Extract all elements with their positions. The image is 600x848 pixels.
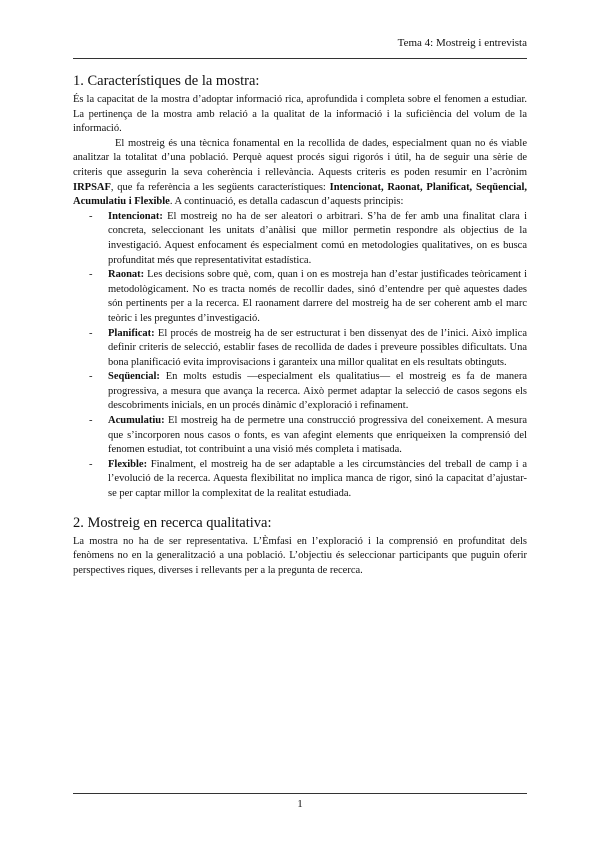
- paragraph-2-text-a: El mostreig és una tècnica fonamental en la recollida de dades, especialment quan no és viable analitzar la totalitat d’una població. Perquè aquest procés sigui rigorós i útil, ha de seguir una sèrie de criteris que assegurin la seva coherència i rellevància. Aquests criteris es poden resumir en l’acrònim: [73, 137, 527, 178]
- section-1-heading: 1. Característiques de la mostra:: [73, 73, 260, 89]
- criteria-term: Acumulatiu:: [108, 415, 165, 427]
- criteria-text: En molts estudis —especialment els qualitatius— el mostreig es fa de manera progressiva, a mesura que avança la recerca. Això permet adaptar la selecció de casos segons els descobriments inicials, en un procés dinàmic d’exploració i refinament.: [108, 371, 527, 412]
- criteria-item-planificat: - Planificat: El procés de mostreig ha de ser estructurat i ben dissenyat des de l’inici. Això implica definir criteris de selecció, establir fases de recollida de dades i preveure possibles dificultats. Una bona planificació evita improvisacions i garanteix una millor qualitat en els resultats obtinguts.: [89, 327, 527, 368]
- document-body: [73, 72, 527, 578]
- characteristics-list: Intencionat, Raonat, Planificat, Seqüencial, Acumulatiu i Flexible: [73, 181, 527, 208]
- section-2-heading: 2. Mostreig en recerca qualitativa:: [73, 514, 272, 531]
- criteria-item-acumulatiu: - Acumulatiu: El mostreig ha de permetre una construcció progressiva del coneixement. A mesura que s’incorporen nous casos o fonts, es van afegint elements que enriqueixen la comprensió del fenomen estudiat, tot contribuint a una visió més completa i matisada.: [89, 415, 527, 456]
- section-1-paragraph-2: [73, 137, 527, 210]
- section-2-paragraph: La mostra no ha de ser representativa. L’Èmfasi en l’exploració i la comprensió en profunditat dels fenòmens no en la generalització a una població. L’objectiu és seleccionar participants que puguin oferir perspectives riques, diverses i rellevants per a la pregunta de recerca.: [73, 535, 527, 576]
- page-number: 1: [297, 798, 303, 810]
- criteria-term: Planificat:: [108, 327, 155, 339]
- criteria-text: Finalment, el mostreig ha de ser adaptable a les circumstàncies del treball de camp i a l’evolució de la recerca. Aquesta flexibilitat no implica manca de rigor, sinó la capacitat d’ajustar-se per captar millor la complexitat de la realitat estudiada.: [108, 458, 527, 500]
- criteria-item-raonat: - Raonat: Les decisions sobre què, com, quan i on es mostreja han d’estar justificades teòricament i metodològicament. No es tracta només de recollir dades, sinó d’entendre per què aquestes dades són pertinents per a la recerca. El raonament darrere del mostreig ha de ser coherent amb el marc teòric i les preguntes d’investigació.: [89, 269, 527, 324]
- footer-divider: [73, 793, 527, 794]
- criteria-term: Raonat:: [108, 269, 145, 281]
- criteria-text: Les decisions sobre què, com, quan i on es mostreja han d’estar justificades teòricament i metodològicament. No es tracta només de recollir dades, sinó d’entendre per què aquestes dades són pertinents per a la recerca. El raonament darrere del mostreig ha de ser coherent amb el marc teòric i les preguntes d’investigació.: [108, 269, 527, 324]
- criteria-term: Intencionat:: [108, 210, 163, 222]
- section-1-intro: És la capacitat de la mostra d’adoptar informació rica, aprofundida i completa sobre el fenomen a estudiar. La pertinença de la mostra amb relació a la qualitat de la informació i la suficiència del volum de la informació.: [73, 94, 527, 135]
- page-header: Tema 4: Mostreig i entrevista: [397, 37, 527, 49]
- criteria-text: El procés de mostreig ha de ser estructurat i ben dissenyat des de l’inici. Això implica definir criteris de selecció, establir fases de recollida de dades i preveure possibles dificultats. Una bona planificació evita improvisacions i garanteix una millor qualitat en els resultats obtinguts.: [108, 327, 527, 368]
- criteria-text: El mostreig ha de permetre una construcció progressiva del coneixement. A mesura que s’incorporen nous casos o fonts, es van afegint elements que enriqueixen la comprensió del fenomen estudiat, tot contribuint a una visió més completa i matisada.: [108, 415, 527, 456]
- criteria-list: [73, 210, 527, 502]
- criteria-term: Flexible:: [108, 458, 148, 470]
- paragraph-2-text-c: . A continuació, es detalla cadascun d’aquests principis:: [169, 196, 404, 208]
- acronym: IRPSAF: [73, 181, 111, 193]
- criteria-term: Seqüencial:: [108, 371, 160, 383]
- header-divider: [73, 58, 527, 59]
- criteria-item-intencionat: - Intencionat: El mostreig no ha de ser aleatori o arbitrari. S’ha de fer amb una finalitat clara i concreta, seleccionant les unitats d’anàlisi que millor permetin respondre als objectius de la investigació. Aquest enfocament és especialment comú en metodologies qualitatives, on es busca profunditat més que representativitat estadística.: [89, 210, 527, 266]
- criteria-item-sequencial: - Seqüencial: En molts estudis —especialment els qualitatius— el mostreig es fa de manera progressiva, a mesura que avança la recerca. Això permet adaptar la selecció de casos segons els descobriments inicials, en un procés dinàmic d’exploració i refinament.: [89, 371, 527, 412]
- criteria-item-flexible: - Flexible: Finalment, el mostreig ha de ser adaptable a les circumstàncies del treball de camp i a l’evolució de la recerca. Aquesta flexibilitat no implica manca de rigor, sinó la capacitat d’ajustar-se per captar millor la complexitat de la realitat estudiada.: [89, 458, 527, 500]
- paragraph-2-text-b: , que fa referència a les següents característiques:: [110, 181, 330, 193]
- criteria-text: El mostreig no ha de ser aleatori o arbitrari. S’ha de fer amb una finalitat clara i concreta, seleccionant les unitats d’anàlisi que millor permetin respondre als objectius de la investigació. Aquest enfocament és especialment comú en metodologies qualitatives, on es busca profunditat més que representativitat estadística.: [108, 210, 527, 266]
